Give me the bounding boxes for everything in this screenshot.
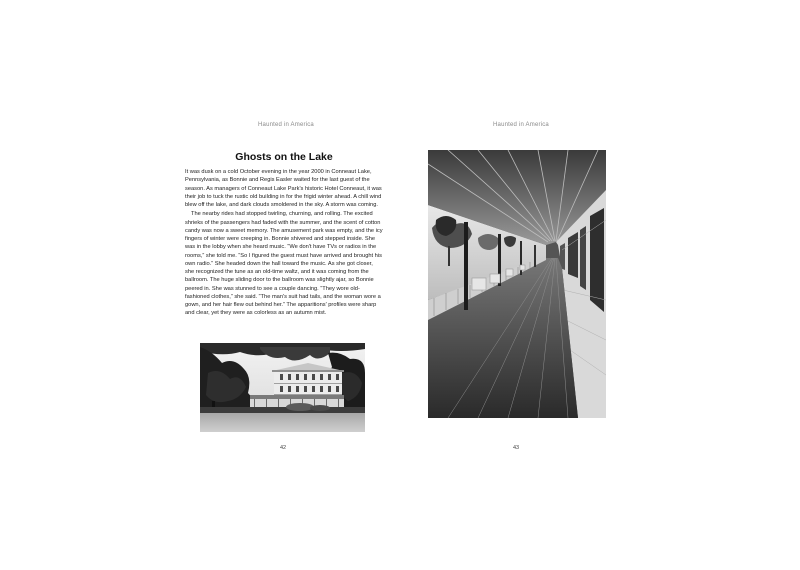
running-head-left: Haunted in America — [258, 122, 314, 128]
chapter-title: Ghosts on the Lake — [235, 151, 333, 163]
porch-photo — [428, 150, 606, 418]
body-text — [185, 168, 383, 318]
paragraph: It was dusk on a cold October evening in the year 2000 in Conneaut Lake, Pennsylvania, as Bonnie and Regis Easler waited for the last guest of the season. As managers of Conneaut Lake Park's historic Hotel Conneaut, it was their job to tuck the rustic old building in for the frigid winter ahead. A chill wind blew off the lake, and dark clouds smoldered in the sky. A storm was coming. — [185, 169, 382, 208]
page-number-right: 43 — [513, 445, 520, 451]
running-head-right: Haunted in America — [493, 122, 549, 128]
hotel-photo — [200, 343, 365, 432]
paragraph: The nearby rides had stopped twirling, churning, and rolling. The excited shrieks of the passengers had faded with the summer, and the scent of cotton candy was now a sweet memory. The amusement park was empty, and the icy fingers of winter were creeping in. Bonnie shivered and stepped inside. She was in the lobby when she heard music. “We don't have TVs or radios in the rooms,” she told me. “So I figured the guest must have arrived and brought his own radio.” She headed down the hall toward the music. As she got closer, she recognized the tune as an old-time waltz, and it was coming from the ballroom. The huge sliding door to the ballroom was slightly ajar, so Bonnie peered in. She was stunned to see a couple dancing. “They wore old-fashioned clothes,” she said. “The man's suit had tails, and the woman wore a gown, and her hair flew out behind her.” The apparitions' profiles were sharp and clear, yet they were as colorless as an autumn mist. — [185, 211, 383, 317]
page-number-left: 42 — [280, 445, 287, 451]
